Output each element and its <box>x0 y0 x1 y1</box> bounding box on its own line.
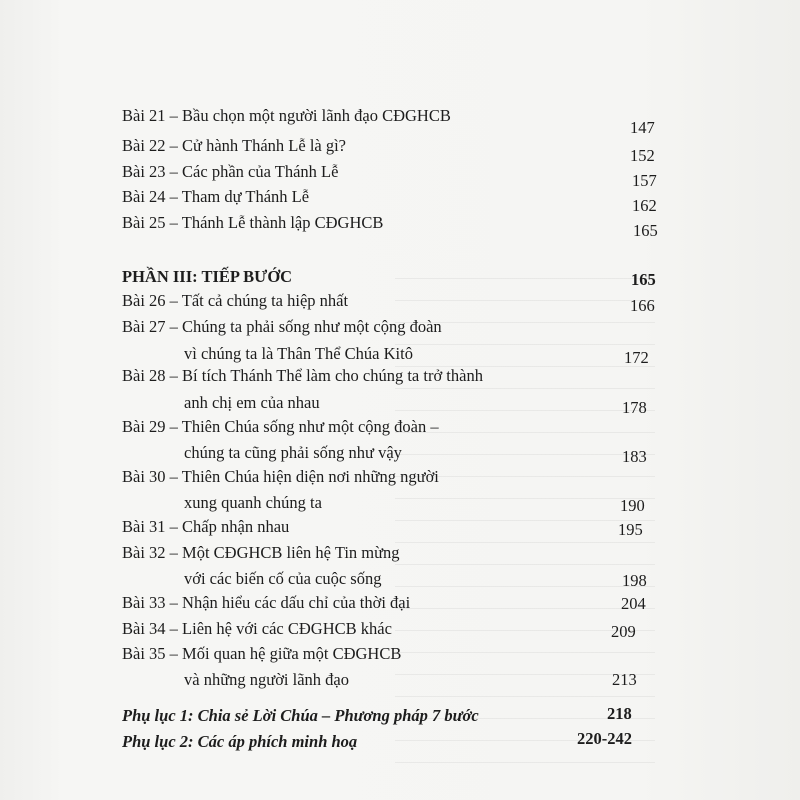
toc-page-24: 162 <box>632 196 657 215</box>
toc-page-26: 166 <box>630 296 655 315</box>
toc-entry-27: Bài 27 – Chúng ta phải sống như một cộng đoàn <box>122 317 442 336</box>
toc-page-23: 157 <box>632 171 657 190</box>
toc-page-21: 147 <box>630 118 655 137</box>
toc-entry-29: Bài 29 – Thiên Chúa sống như một cộng đoàn – <box>122 417 439 436</box>
toc-entry-28-cont: anh chị em của nhau <box>184 393 320 412</box>
toc-page-33: 204 <box>621 594 646 613</box>
toc-entry-35-cont: và những người lãnh đạo <box>184 670 349 689</box>
toc-entry-22: Bài 22 – Cử hành Thánh Lễ là gì? <box>122 136 347 155</box>
toc-page-30: 190 <box>620 496 645 515</box>
toc-entry-33: Bài 33 – Nhận hiểu các dấu chỉ của thời đại <box>122 593 411 612</box>
toc-entry-34: Bài 34 – Liên hệ với các CĐGHCB khác <box>122 619 392 638</box>
section-heading-part3: PHẦN III: TIẾP BƯỚC <box>122 267 293 286</box>
toc-page-34: 209 <box>611 622 636 641</box>
toc-page-32: 198 <box>622 571 647 590</box>
toc-entry-21: Bài 21 – Bầu chọn một người lãnh đạo CĐGHCB <box>122 106 451 125</box>
toc-entry-25: Bài 25 – Thánh Lễ thành lập CĐGHCB <box>122 213 384 232</box>
toc-entry-27-cont: vì chúng ta là Thân Thể Chúa Kitô <box>184 344 413 363</box>
toc-page-31: 195 <box>618 520 643 539</box>
appendix-1: Phụ lục 1: Chia sẻ Lời Chúa – Phương pháp 7 bước <box>122 706 479 725</box>
toc-entry-31: Bài 31 – Chấp nhận nhau <box>122 517 290 536</box>
toc-entry-28: Bài 28 – Bí tích Thánh Thể làm cho chúng ta trở thành <box>122 366 483 385</box>
appendix-2: Phụ lục 2: Các áp phích minh hoạ <box>122 732 358 751</box>
toc-page-22: 152 <box>630 146 655 165</box>
toc-entry-26: Bài 26 – Tất cả chúng ta hiệp nhất <box>122 291 349 310</box>
toc-page-28: 178 <box>622 398 647 417</box>
appendix-2-page: 220-242 <box>577 729 632 748</box>
show-through-text <box>395 260 655 780</box>
section-page-part3: 165 <box>631 270 656 289</box>
toc-entry-30: Bài 30 – Thiên Chúa hiện diện nơi những người <box>122 467 439 486</box>
appendix-1-page: 218 <box>607 704 632 723</box>
toc-entry-23: Bài 23 – Các phần của Thánh Lễ <box>122 162 339 181</box>
toc-entry-29-cont: chúng ta cũng phải sống như vậy <box>184 443 402 462</box>
toc-page-35: 213 <box>612 670 637 689</box>
toc-entry-32: Bài 32 – Một CĐGHCB liên hệ Tin mừng <box>122 543 400 562</box>
toc-page-27: 172 <box>624 348 649 367</box>
toc-entry-32-cont: với các biến cố của cuộc sống <box>184 569 382 588</box>
toc-page-29: 183 <box>622 447 647 466</box>
toc-entry-35: Bài 35 – Mối quan hệ giữa một CĐGHCB <box>122 644 402 663</box>
toc-page-25: 165 <box>633 221 658 240</box>
toc-entry-30-cont: xung quanh chúng ta <box>184 493 322 512</box>
toc-entry-24: Bài 24 – Tham dự Thánh Lễ <box>122 187 310 206</box>
